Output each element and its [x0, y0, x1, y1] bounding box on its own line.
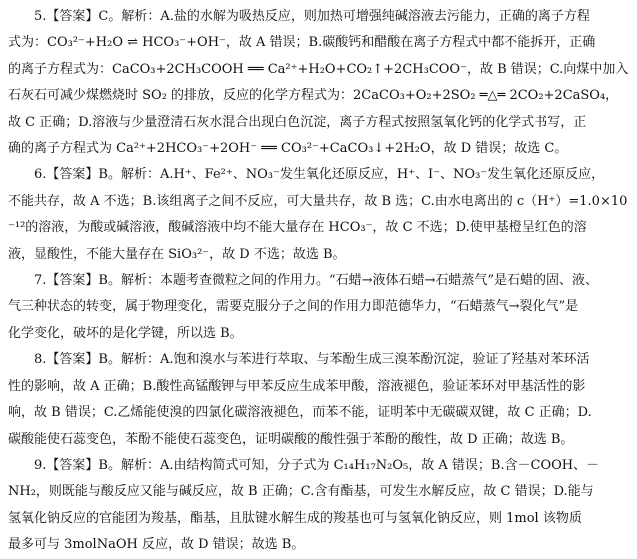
answer-5 — [8, 4, 631, 162]
answer-8-line-4: 碳酸能使石蕊变色，苯酚不能使石蕊变色，证明碳酸的酸性强于苯酚的酸性，故 D 正确；故选 B。 — [8, 431, 574, 447]
answer-9-line-2: NH₂，则既能与酸反应又能与碱反应，故 B 正确；C.含有酯基，可发生水解反应，故 C 错误；D.能与 — [8, 484, 594, 500]
answer-5-line-5: 故 C 正确；D.溶液与少量澄清石灰水混合出现白色沉淀，离子方程式按照氢氧化钙的化学式书写，正 — [8, 114, 587, 130]
answer-5-line-3: 的离子方程式为：CaCO₃+2CH₃COOH ══ Ca²⁺+H₂O+CO₂↑+2CH₃COO⁻，故 B 错误；C.向煤中加入 — [8, 61, 629, 77]
answer-9-line-4: 最多可与 3molNaOH 反应，故 D 错误；故选 B。 — [8, 537, 305, 553]
answer-5-line-1: 5.【答案】C。解析：A.盐的水解为吸热反应，则加热可增强纯碱溶液去污能力，正确的离子方程 — [34, 9, 590, 24]
answer-6-line-1: 6.【答案】B。解析：A.H⁺、Fe²⁺、NO₃⁻发生氧化还原反应，H⁺、I⁻、NO₃⁻发生氧化还原反应， — [34, 167, 605, 183]
answer-9-line-3: 氢氧化钠反应的官能团为羧基，酯基，且肽键水解生成的羧基也可与氢氧化钠反应，则 1mol 该物质 — [8, 510, 582, 526]
answer-6 — [8, 162, 631, 268]
answer-5-line-2: 式为：CO₃²⁻+H₂O ⇌ HCO₃⁻+OH⁻，故 A 错误；B.碳酸钙和醋酸在离子方程式中都不能拆开，正确 — [8, 35, 596, 51]
answer-5-line-4: 石灰石可减少煤燃烧时 SO₂ 的排放，反应的化学方程式为：2CaCO₃+O₂+2SO₂ ═△═ 2CO₂+2CaSO₄， — [8, 88, 619, 104]
answer-6-line-4: 液，显酸性，不能大量存在 SiO₃²⁻，故 D 不选；故选 B。 — [8, 246, 346, 262]
answer-8-line-1: 8.【答案】B。解析：A.饱和溴水与苯进行萃取、与苯酚生成三溴苯酚沉淀，验证了羟基对苯环活 — [34, 352, 590, 368]
answer-8 — [8, 347, 631, 453]
answer-7 — [8, 268, 631, 347]
answer-9-line-1: 9.【答案】B。解析：A.由结构简式可知，分子式为 C₁₄H₁₇N₂O₅，故 A 错误；B.含－COOH、－ — [34, 457, 600, 473]
answer-5-line-6: 确的离子方程式为 Ca²⁺+2HCO₃⁻+2OH⁻ ══ CO₃²⁻+CaCO₃↓+2H₂O，故 D 错误；故选 C。 — [8, 141, 568, 157]
answer-6-line-3: ⁻¹²的溶液，为酸或碱溶液，酸碱溶液中均不能大量存在 HCO₃⁻，故 C 不选；D.使甲基橙呈红色的溶 — [8, 220, 587, 236]
answer-7-line-2: 气三种状态的转变，属于物理变化，需要克服分子之间的作用力即范德华力，“石蜡蒸气→裂化气”是 — [8, 299, 579, 315]
answer-8-line-3: 响，故 B 错误；C.乙烯能使溴的四氯化碳溶液褪色，而苯不能，证明苯中无碳碳双键，故 C 正确；D. — [8, 405, 592, 421]
answer-6-line-2: 不能共存，故 A 不选；B.该组离子之间不反应，可大量共存，故 B 选；C.由水电离出的 c（H⁺）=1.0×10 — [8, 193, 628, 209]
answer-8-line-2: 性的影响，故 A 正确；B.酸性高锰酸钾与甲苯反应生成苯甲酸，溶液褪色，验证苯环对甲基活性的影 — [8, 378, 586, 394]
answer-7-line-3: 化学变化，破坏的是化学键，所以选 B。 — [8, 325, 243, 341]
answer-7-line-1: 7.【答案】B。解析：本题考查微粒之间的作用力。“石蜡→液体石蜡→石蜡蒸气”是石蜡的固、液、 — [34, 273, 599, 289]
answer-9 — [8, 453, 631, 559]
